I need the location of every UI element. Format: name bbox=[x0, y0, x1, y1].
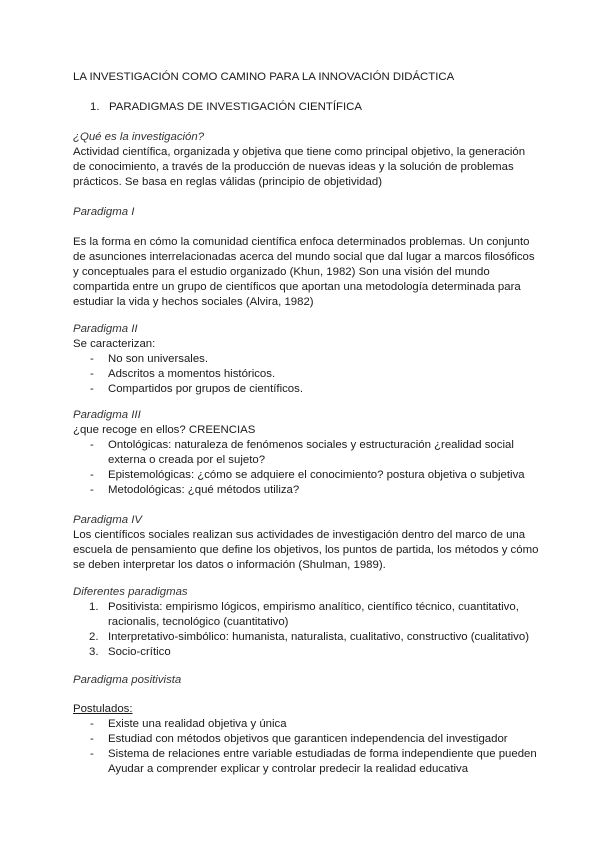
section-title: PARADIGMAS DE INVESTIGACIÓN CIENTÍFICA bbox=[109, 101, 362, 113]
diferentes-paradigmas-section bbox=[73, 585, 543, 660]
list-item: - Sistema de relaciones entre variable estudiadas de forma independiente que pueden Ayudar a comprender explicar y controlar predecir la realidad educativa bbox=[90, 748, 537, 775]
paragraph-line: escuela de pensamiento que define los objetivos, los puntos de partida, los métodos y cómo bbox=[73, 544, 539, 556]
paradigma-i-section bbox=[73, 205, 543, 220]
list-item: - Ontológicas: naturaleza de fenómenos sociales y estructuración ¿realidad social externa o creada por el sujeto? bbox=[90, 439, 514, 466]
paradigma-ii-intro: Se caracterizan: bbox=[73, 338, 156, 350]
list-item: 1. Positivista: empirismo lógicos, empirismo analítico, científico técnico, cuantitativo, racionalis, tecnológico (cuantitativo) bbox=[89, 601, 519, 628]
postulados-label: Postulados: bbox=[73, 703, 133, 715]
postulados-section bbox=[73, 702, 543, 777]
paradigma-iv-section bbox=[73, 513, 543, 573]
postulados-list bbox=[73, 717, 543, 777]
list-item: - No son universales. bbox=[90, 353, 209, 365]
que-es-section bbox=[73, 130, 543, 190]
paradigma-iv-heading: Paradigma IV bbox=[73, 514, 143, 526]
paradigma-iii-intro: ¿que recoge en ellos? CREENCIAS bbox=[73, 424, 256, 436]
characteristics-list bbox=[73, 352, 543, 397]
paragraph-line: de conocimiento, a través de la producción de nuevas ideas y la solución de problemas bbox=[73, 161, 514, 173]
list-item: - Epistemológicas: ¿cómo se adquiere el conocimiento? postura objetiva o subjetiva bbox=[90, 469, 525, 481]
paradigma-positivista-section bbox=[73, 673, 543, 688]
paragraph-line: Es la forma en cómo la comunidad científica enfoca determinados problemas. Un conjunto bbox=[73, 236, 530, 248]
list-item: - Adscritos a momentos históricos. bbox=[90, 368, 276, 380]
paradigma-iii-heading: Paradigma III bbox=[73, 409, 141, 421]
section-number: 1. bbox=[90, 101, 100, 113]
section-heading bbox=[90, 100, 362, 115]
list-item: - Compartidos por grupos de científicos. bbox=[90, 383, 304, 395]
paragraph-line: estudiar la vida y hechos sociales (Alvira, 1982) bbox=[73, 296, 314, 308]
paradigma-i-body bbox=[73, 235, 543, 310]
paragraph-line: y conceptuales para el estudio organizado (Khun, 1982) Son una visión del mundo bbox=[73, 266, 490, 278]
list-item: 3. Socio-crítico bbox=[89, 646, 171, 658]
que-es-heading: ¿Qué es la investigación? bbox=[73, 131, 205, 143]
paragraph-line: prácticos. Se basa en reglas válidas (principio de objetividad) bbox=[73, 176, 382, 188]
beliefs-list bbox=[73, 438, 543, 498]
paragraph-line: Los científicos sociales realizan sus actividades de investigación dentro del marco de una bbox=[73, 529, 526, 541]
paragraph-line: Actividad científica, organizada y objetiva que tiene como principal objetivo, la generación bbox=[73, 146, 526, 158]
list-item: - Existe una realidad objetiva y única bbox=[90, 718, 287, 730]
paradigms-list bbox=[73, 600, 543, 660]
list-item: - Estudiad con métodos objetivos que garanticen independencia del investigador bbox=[90, 733, 508, 745]
paradigma-ii-heading: Paradigma II bbox=[73, 323, 138, 335]
paradigma-i-heading: Paradigma I bbox=[73, 206, 135, 218]
document-title: LA INVESTIGACIÓN COMO CAMINO PARA LA INNOVACIÓN DIDÁCTICA bbox=[73, 71, 455, 83]
paragraph-line: se deben interpretar los datos o información (Shulman, 1989). bbox=[73, 559, 386, 571]
list-item: 2. Interpretativo-simbólico: humanista, naturalista, cualitativo, constructivo (cualitativo) bbox=[89, 631, 530, 643]
list-item: - Metodológicas: ¿qué métodos utiliza? bbox=[90, 484, 300, 496]
diferentes-heading: Diferentes paradigmas bbox=[73, 586, 188, 598]
paradigma-iii-section bbox=[73, 408, 543, 498]
paragraph-line: compartida entre un grupo de científicos que aportan una metodología determinada para bbox=[73, 281, 521, 293]
positivista-heading: Paradigma positivista bbox=[73, 674, 182, 686]
paradigma-ii-section bbox=[73, 322, 543, 397]
paragraph-line: de asunciones interrelacionadas acerca del mundo social que dal lugar a marcos filosóficos bbox=[73, 251, 535, 263]
